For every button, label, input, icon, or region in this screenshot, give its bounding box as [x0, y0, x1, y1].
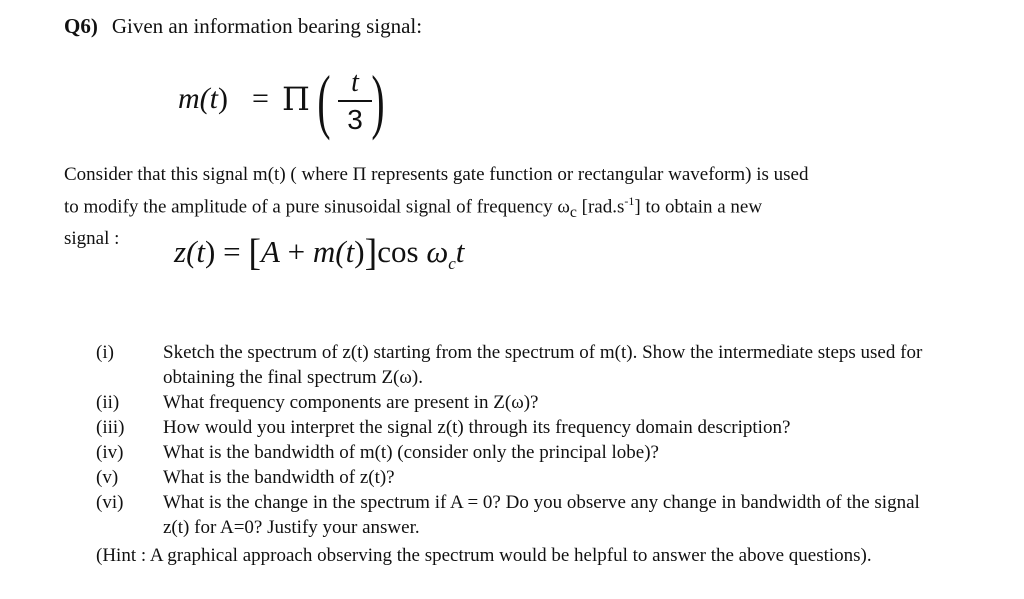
left-paren: ( — [317, 61, 331, 141]
list-item — [96, 465, 976, 490]
item-text: What frequency components are present in Z(ω)? — [163, 392, 539, 413]
eq2-right-bracket: ] — [364, 232, 378, 274]
item-number: (iii) — [96, 417, 125, 438]
item-number: (ii) — [96, 392, 120, 413]
item-text: What is the bandwidth of m(t) (consider only the principal lobe)? — [163, 442, 659, 463]
eq2-cos: cos — [377, 234, 419, 269]
list-item — [96, 490, 976, 540]
item-text: What is the change in the spectrum if A = 0? Do you observe any change in bandwidth of the signal z(t) for A=0? Justify your answer. — [163, 492, 920, 538]
eq2-close2: ) — [354, 234, 365, 269]
gate-function-symbol: Π — [282, 80, 310, 118]
fraction-denominator: 3 — [347, 104, 363, 135]
item-text: What is the bandwidth of z(t)? — [163, 467, 395, 488]
item-text: Sketch the spectrum of z(t) starting from the spectrum of m(t). Show the intermediate steps used for obtaining the final spectrum Z(ω). — [163, 342, 923, 388]
eq1-m: m( — [178, 82, 210, 115]
right-paren: ) — [371, 61, 385, 141]
item-number: (v) — [96, 467, 119, 488]
item-text: How would you interpret the signal z(t) through its frequency domain description? — [163, 417, 791, 438]
unit-exponent: -1 — [624, 194, 635, 208]
paragraph-line3: signal : — [64, 228, 120, 250]
question-intro: Given an information bearing signal: — [111, 14, 423, 38]
question-number: Q6) — [64, 14, 98, 38]
paragraph-line1: Consider that this signal m(t) ( where Π represents gate function or rectangular waveform) is used — [64, 164, 809, 185]
equation1-lhs — [178, 82, 228, 116]
fraction — [336, 66, 374, 138]
question-header — [64, 14, 422, 39]
sub-question-list — [96, 340, 976, 540]
eq2-t1: t — [196, 234, 206, 269]
item-number: (iv) — [96, 442, 124, 463]
paragraph-line2a: to modify the amplitude of a pure sinusoidal signal of frequency ω — [64, 196, 570, 218]
eq2-A: A — [260, 234, 280, 269]
paragraph-line2c: ] to obtain a new — [634, 196, 763, 218]
list-item — [96, 340, 976, 390]
eq2-t3: t — [455, 234, 465, 269]
eq2-z: z( — [174, 234, 197, 269]
list-item — [96, 390, 976, 415]
omega-c-sub: c — [569, 204, 577, 222]
item-number: (i) — [96, 342, 114, 363]
hint-text: (Hint : A graphical approach observing the spectrum would be helpful to answer the above questions). — [96, 545, 872, 566]
list-item — [96, 440, 976, 465]
equation1-equals: = — [252, 82, 269, 115]
equation-am-signal — [174, 231, 464, 275]
paragraph-line2b: [rad.s — [576, 196, 625, 218]
item-number: (vi) — [96, 492, 124, 513]
eq2-plus: + — [279, 234, 313, 269]
eq2-close1: ) = — [205, 234, 241, 269]
eq1-t: t — [209, 82, 218, 115]
eq2-m: m( — [312, 234, 346, 269]
eq2-omega-sub: c — [448, 254, 456, 274]
eq2-left-bracket: [ — [248, 232, 261, 274]
fraction-numerator: t — [351, 67, 359, 98]
eq2-t2: t — [345, 234, 355, 269]
eq2-omega: ω — [418, 234, 449, 269]
eq1-close: ) — [218, 82, 228, 115]
list-item — [96, 415, 976, 440]
